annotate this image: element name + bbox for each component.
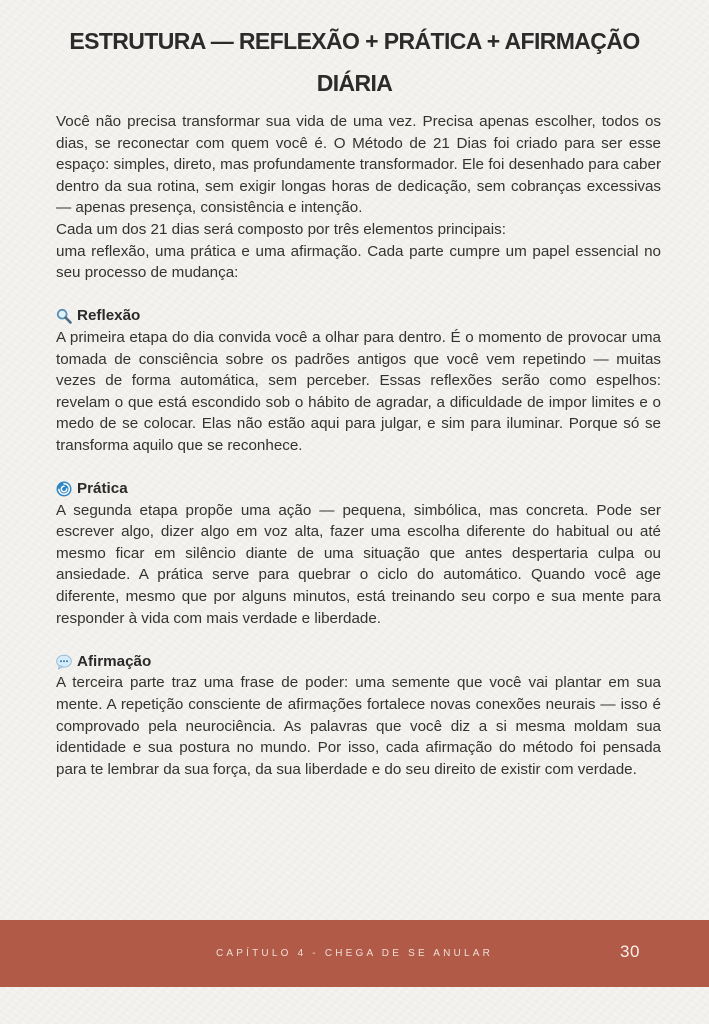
section-heading-label: Afirmação xyxy=(77,652,152,670)
section-heading-label: Reflexão xyxy=(77,307,141,325)
section-heading xyxy=(56,478,661,500)
intro-paragraph: Você não precisa transformar sua vida de uma vez. Precisa apenas escolher, todos os dias, se reconectar com quem você é. O Método de 21 Dias foi criado para ser esse espaço: simples, direto, mas profundamente transformador. Ele foi desenhado para caber dentro da sua rotina, sem exigir longas horas de dedicação, sem cobranças excessivas — apenas presença, consistência e intenção. xyxy=(56,113,661,217)
intro-paragraph: uma reflexão, uma prática e uma afirmação. Cada parte cumpre um papel essencial no seu processo de mudança: xyxy=(56,242,661,282)
speech-bubble-icon xyxy=(56,654,72,670)
section-heading-label: Prática xyxy=(77,480,128,498)
section-pratica xyxy=(56,478,661,629)
section-text: A terceira parte traz uma frase de poder: uma semente que você vai plantar em sua mente. A repetição consciente de afirmações fortalece novas conexões neurais — isso é comprovado pela neurociência. As palavras que você diz a si mesma moldam sua identidade e sua postura no mundo. Por isso, cada afirmação do método foi pensada para te lembrar da sua força, da sua liberdade e do seu direito de existir com verdade. xyxy=(56,674,661,778)
magnifying-glass-icon xyxy=(56,308,72,324)
section-heading xyxy=(56,305,661,327)
section-reflexao xyxy=(56,305,661,456)
cyclone-icon xyxy=(56,481,72,497)
section-text: A segunda etapa propõe uma ação — pequena, simbólica, mas concreta. Pode ser escrever algo, dizer algo em voz alta, fazer uma escolha diferente do habitual ou até mesmo ficar em silêncio diante de uma situação que antes despertaria culpa ou ansiedade. A prática serve para quebrar o ciclo do automático. Quando você age diferente, mesmo que por alguns minutos, está treinando seu corpo e sua mente para responder à vida com mais verdade e liberdade. xyxy=(56,501,661,627)
chapter-label: CAPÍTULO 4 - CHEGA DE SE ANULAR xyxy=(215,948,494,959)
body-text xyxy=(56,111,661,780)
intro-paragraph: Cada um dos 21 dias será composto por três elementos principais: xyxy=(56,220,506,238)
page-number: 30 xyxy=(620,942,640,961)
footer-band xyxy=(0,920,709,987)
section-heading xyxy=(56,651,661,673)
page-title: ESTRUTURA — REFLEXÃO + PRÁTICA + AFIRMAÇÃO DIÁRIA xyxy=(69,28,640,96)
section-text: A primeira etapa do dia convida você a olhar para dentro. É o momento de provocar uma tomada de consciência sobre os padrões antigos que você vem repetindo — muitas vezes de forma automática, sem perceber. Essas reflexões serão como espelhos: revelam o que está escondido sob o hábito de agradar, a dificuldade de impor limites e o medo de se colocar. Elas não estão aqui para julgar, e sim para iluminar. Porque só se transforma aquilo que se reconhece. xyxy=(56,328,661,454)
section-afirmacao xyxy=(56,651,661,781)
